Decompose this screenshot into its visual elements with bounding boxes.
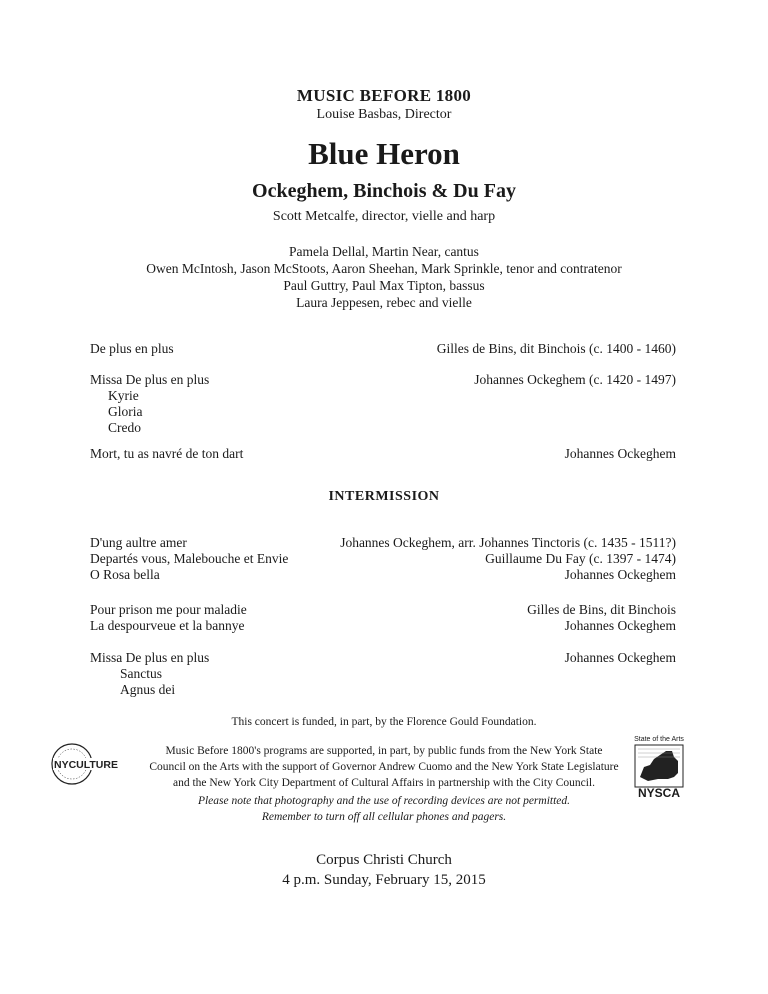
piece-composer: Johannes Ockeghem [564, 567, 676, 582]
funding-line: Music Before 1800's programs are supported, in part, by public funds from the New York State [165, 745, 603, 757]
piece-composer: Johannes Ockeghem [564, 650, 676, 665]
ensemble-director: Scott Metcalfe, director, vielle and harp [272, 209, 496, 224]
movement: Kyrie [108, 388, 139, 403]
program-subtitle: Ockeghem, Binchois & Du Fay [252, 180, 516, 202]
intermission-heading: INTERMISSION [328, 489, 440, 504]
funding-public [140, 743, 628, 791]
performer-line: Pamela Dellal, Martin Near, cantus [289, 244, 479, 259]
piece-title: O Rosa bella [90, 567, 160, 582]
piece-title: Missa De plus en plus [90, 372, 210, 387]
series-director: Louise Basbas, Director [316, 107, 452, 122]
piece-title: Mort, tu as navré de ton dart [90, 446, 244, 461]
piece-composer: Johannes Ockeghem (c. 1420 - 1497) [474, 372, 676, 387]
series-title: MUSIC BEFORE 1800 [296, 86, 472, 105]
nyc-culture-logo [50, 742, 130, 786]
movement: Agnus dei [120, 682, 176, 697]
ensemble-name: Blue Heron [308, 136, 460, 171]
performer-line: Paul Guttry, Paul Max Tipton, bassus [283, 278, 485, 293]
funding-line: and the New York City Department of Cultural Affairs in partnership with the City Council. [172, 777, 596, 789]
piece-title-block [90, 372, 209, 436]
nyc-culture-wordmark: NYCULTURE [54, 759, 118, 771]
piece-title: Pour prison me pour maladie [90, 602, 247, 617]
piece-composer: Gilles de Bins, dit Binchois [527, 602, 676, 617]
performer-line: Laura Jeppesen, rebec and vielle [296, 295, 472, 310]
piece-composer: Johannes Ockeghem [564, 618, 676, 633]
nysca-tagline: State of the Arts [634, 736, 684, 743]
funding-gould: This concert is funded, in part, by the Florence Gould Foundation. [231, 716, 537, 728]
piece-title: De plus en plus [90, 341, 174, 356]
piece-title: Missa De plus en plus [90, 650, 210, 665]
performers-list [0, 243, 768, 311]
movement: Credo [108, 420, 141, 435]
piece-title: La despourveue et la bannye [90, 618, 245, 633]
notice-line: Please note that photography and the use of recording devices are not permitted. [197, 795, 571, 807]
funding-line: Council on the Arts with the support of Governor Andrew Cuomo and the New York State Legislature [149, 761, 619, 773]
piece-composer: Gilles de Bins, dit Binchois (c. 1400 - 1460) [436, 341, 676, 356]
piece-title-block [90, 650, 209, 698]
movement: Gloria [108, 404, 143, 419]
movement: Sanctus [120, 666, 162, 681]
piece-composer: Guillaume Du Fay (c. 1397 - 1474) [485, 551, 676, 566]
venue-time: 4 p.m. Sunday, February 15, 2015 [282, 872, 486, 888]
piece-title: Departés vous, Malebouche et Envie [90, 551, 289, 566]
piece-composer: Johannes Ockeghem, arr. Johannes Tinctoris (c. 1435 - 1511?) [340, 535, 676, 550]
notice-line: Remember to turn off all cellular phones and pagers. [261, 811, 507, 823]
venue-place: Corpus Christi Church [316, 852, 452, 868]
piece-composer: Johannes Ockeghem [564, 446, 676, 461]
venue-info [0, 850, 768, 890]
performer-line: Owen McIntosh, Jason McStoots, Aaron Sheehan, Mark Sprinkle, tenor and contratenor [146, 261, 622, 276]
nysca-wordmark: NYSCA [637, 786, 680, 800]
device-notice [140, 793, 628, 825]
piece-title: D'ung aultre amer [90, 535, 187, 550]
